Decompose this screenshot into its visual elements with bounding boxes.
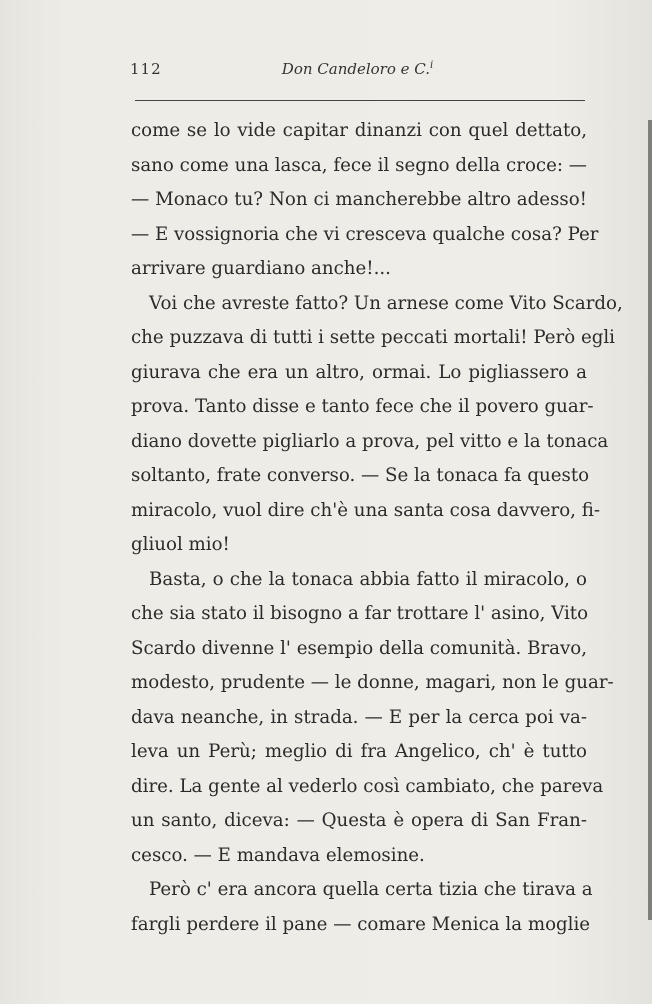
text-line: che sia stato il bisogno a far trottare l' asino, Vito — [131, 603, 589, 624]
text-line: come se lo vide capitar dinanzi con quel dettato, — [131, 120, 587, 141]
text-line: Però c' era ancora quella certa tizia che tirava a — [149, 879, 593, 900]
text-line: miracolo, vuol dire ch'è una santa cosa davvero, fi- — [131, 499, 600, 521]
text-line: modesto, prudente — le donne, magari, non le guar- — [131, 672, 614, 693]
page-number: 112 — [130, 60, 162, 78]
text-line: un santo, diceva: — Questa è opera di San Fran- — [131, 810, 587, 831]
text-line: cesco. — E mandava elemosine. — [131, 844, 425, 866]
text-line: sano come una lasca, fece il segno della croce: — — [131, 154, 587, 176]
text-line: leva un Perù; meglio di fra Angelico, ch' è tutto — [131, 741, 587, 762]
running-title — [130, 60, 585, 78]
text-line: — E vossignoria che vi cresceva qualche cosa? Per — [131, 223, 599, 245]
header-rule — [135, 100, 585, 101]
text-line: soltanto, frate converso. — Se la tonaca fa questo — [131, 465, 590, 486]
running-header — [130, 60, 585, 84]
text-line: Voi che avreste fatto? Un arnese come Vito Scardo, — [149, 292, 623, 314]
text-line: che puzzava di tutti i sette peccati mortali! Però egli — [131, 327, 615, 348]
text-line: — Monaco tu? Non ci mancherebbe altro adesso! — [131, 189, 587, 210]
text-line: diano dovette pigliarlo a prova, pel vitto e la tonaca — [131, 430, 609, 452]
text-line: Scardo divenne l' esempio della comunità. Bravo, — [131, 637, 587, 659]
body-text — [131, 114, 623, 942]
text-line: dava neanche, in strada. — E per la cerca poi va- — [131, 706, 587, 728]
running-title-text: Don Candeloro e C. — [281, 60, 430, 78]
text-line: prova. Tanto disse e tanto fece che il povero guar- — [131, 396, 594, 417]
text-line: arrivare guardiano anche!... — [131, 258, 391, 279]
text-line: fargli perdere il pane — comare Menica la moglie — [131, 913, 591, 935]
text-line: gliuol mio! — [131, 534, 230, 555]
text-line: dire. La gente al vederlo così cambiato, che pareva — [131, 775, 604, 797]
page-edge-shadow — [648, 120, 652, 920]
text-line: giurava che era un altro, ormai. Lo pigliassero a — [131, 361, 587, 383]
running-title-superscript: i — [430, 60, 434, 71]
text-line: Basta, o che la tonaca abbia fatto il miracolo, o — [149, 568, 587, 590]
